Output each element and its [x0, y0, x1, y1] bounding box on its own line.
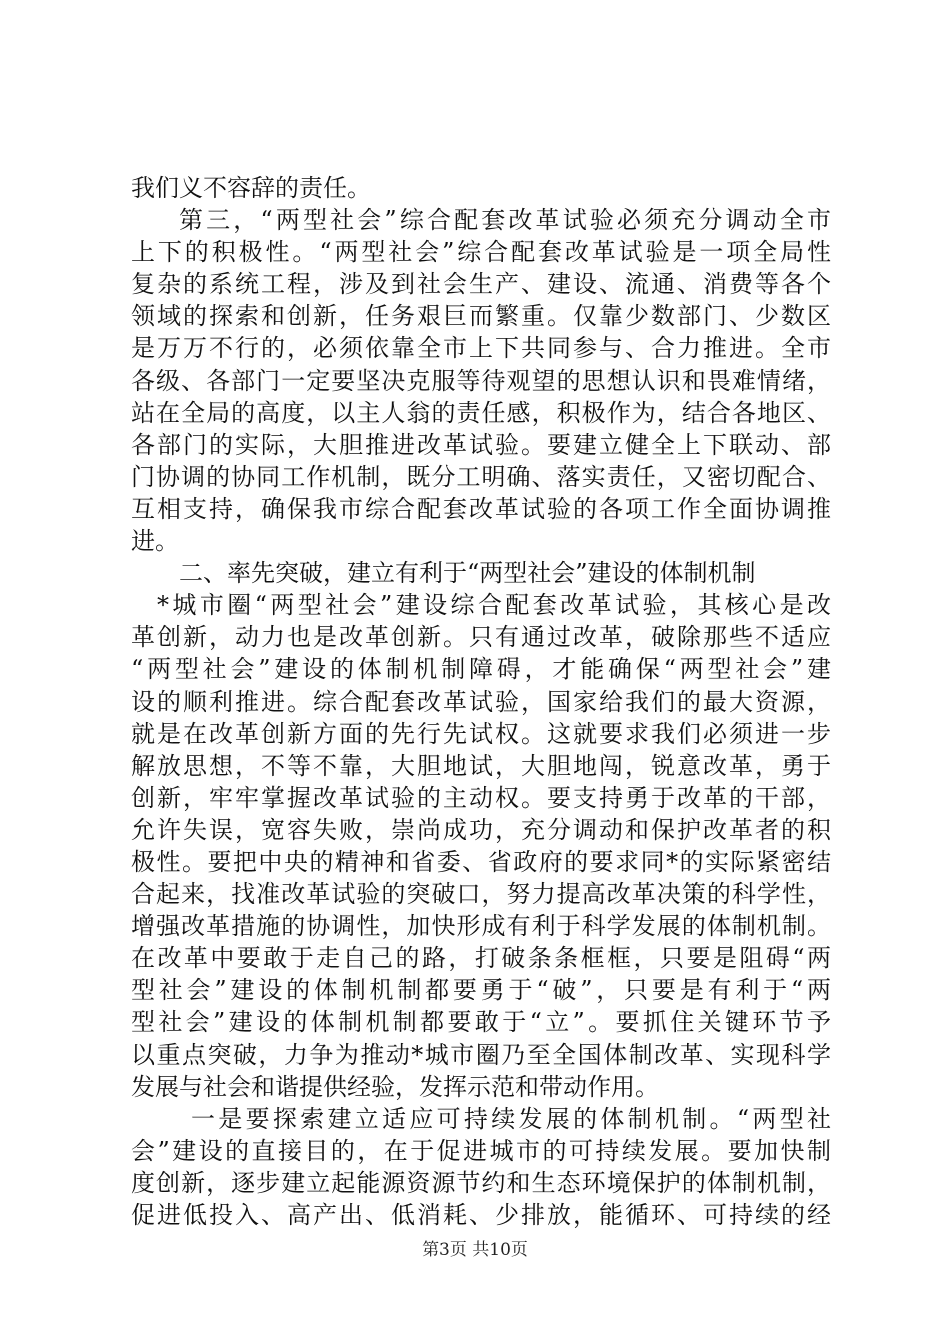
paragraph-line: 度创新，逐步建立起能源资源节约和生态环境保护的体制机制，	[131, 1168, 831, 1197]
paragraph-line: 复杂的系统工程，涉及到社会生产、建设、流通、消费等各个	[131, 270, 831, 299]
paragraph-line: 合起来，找准改革试验的突破口，努力提高改革决策的科学性，	[131, 880, 831, 909]
paragraph-line: 促进低投入、高产出、低消耗、少排放，能循环、可持续的经	[131, 1201, 831, 1229]
paragraph-line: 一是要探索建立适应可持续发展的体制机制。“两型社	[191, 1104, 831, 1133]
paragraph-line: 创新，牢牢掌握改革试验的主动权。要支持勇于改革的干部，	[131, 783, 831, 812]
paragraph-line: 增强改革措施的协调性，加快形成有利于科学发展的体制机制。	[131, 912, 831, 941]
paragraph-line: 革创新，动力也是改革创新。只有通过改革，破除那些不适应	[131, 623, 831, 652]
paragraph-line: 上下的积极性。“两型社会”综合配套改革试验是一项全局性	[131, 238, 831, 267]
document-body	[131, 172, 831, 1231]
paragraph-line: 各部门的实际，大胆推进改革试验。要建立健全上下联动、部	[131, 430, 831, 459]
paragraph-line: 领域的探索和创新，任务艰巨而繁重。仅靠少数部门、少数区	[131, 302, 831, 331]
paragraph-line: 就是在改革创新方面的先行先试权。这就要求我们必须进一步	[131, 719, 831, 748]
paragraph-line: 在改革中要敢于走自己的路，打破条条框框，只要是阻碍“两	[131, 944, 831, 973]
paragraph-line: 站在全局的高度，以主人翁的责任感，积极作为，结合各地区、	[131, 398, 831, 427]
paragraph-line: 解放思想，不等不靠，大胆地试，大胆地闯，锐意改革，勇于	[131, 751, 831, 780]
paragraph-line: 极性。要把中央的精神和省委、省政府的要求同*的实际紧密结	[131, 847, 831, 876]
paragraph-line: 型社会”建设的体制机制都要敢于“立”。要抓住关键环节予	[131, 1008, 831, 1037]
paragraph-line: 允许失误，宽容失败，崇尚成功，充分调动和保护改革者的积	[131, 815, 831, 844]
paragraph-line: “两型社会”建设的体制机制障碍，才能确保“两型社会”建	[131, 655, 831, 684]
paragraph-line: 会”建设的直接目的，在于促进城市的可持续发展。要加快制	[131, 1136, 831, 1165]
paragraph-line: 型社会”建设的体制机制都要勇于“破”，只要是有利于“两	[131, 976, 831, 1005]
paragraph-line: 进。	[131, 527, 179, 556]
paragraph-line: 发展与社会和谐提供经验，发挥示范和带动作用。	[131, 1072, 659, 1101]
paragraph-line: 互相支持，确保我市综合配套改革试验的各项工作全面协调推	[131, 494, 831, 523]
paragraph-line: 各级、各部门一定要坚决克服等待观望的思想认识和畏难情绪，	[131, 366, 831, 395]
paragraph-line: 是万万不行的，必须依靠全市上下共同参与、合力推进。全市	[131, 334, 831, 363]
paragraph-line: 第三，“两型社会”综合配套改革试验必须充分调动全市	[179, 206, 831, 235]
page-number: 第3页 共10页	[422, 1240, 528, 1260]
paragraph-line: 设的顺利推进。综合配套改革试验，国家给我们的最大资源，	[131, 687, 831, 716]
paragraph-line: 我们义不容辞的责任。	[131, 174, 371, 202]
paragraph-line: 门协调的协同工作机制，既分工明确、落实责任，又密切配合、	[131, 462, 831, 491]
paragraph-line: 以重点突破，力争为推动*城市圈乃至全国体制改革、实现科学	[131, 1040, 831, 1069]
section-heading: 二、率先突破，建立有利于“两型社会”建设的体制机制	[179, 559, 756, 588]
paragraph-line: *城市圈“两型社会”建设综合配套改革试验，其核心是改	[157, 591, 831, 620]
